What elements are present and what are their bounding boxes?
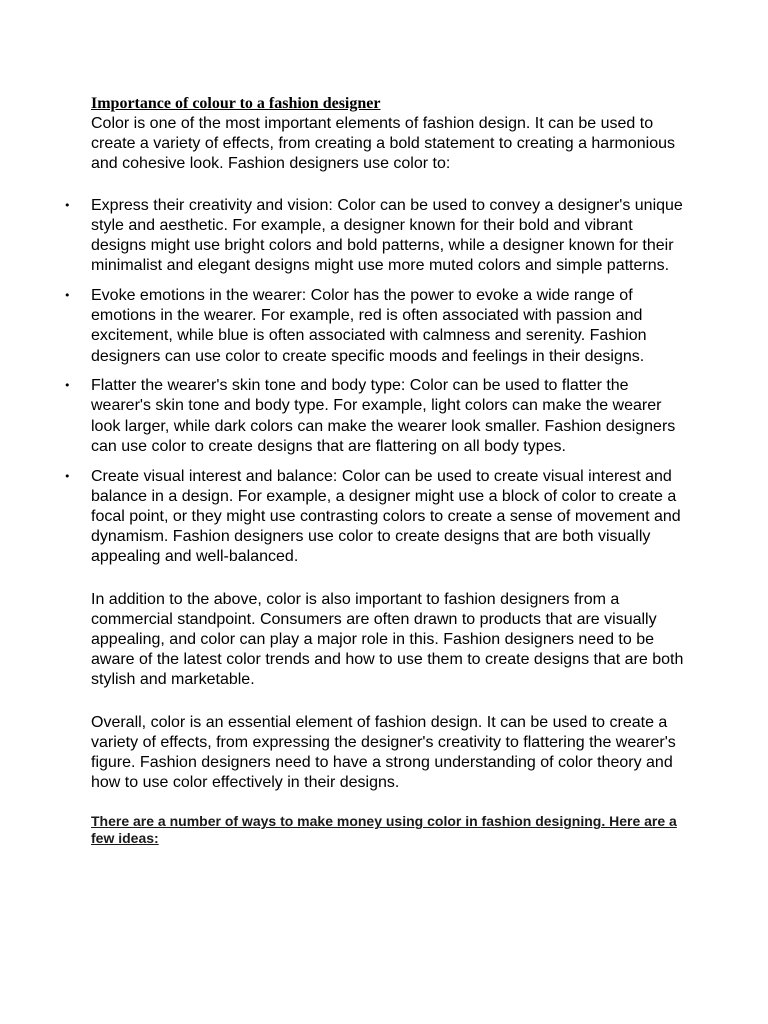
money-ideas-heading: There are a number of ways to make money using color in fashion designing. Here are a few ideas:	[91, 813, 677, 847]
list-item-text: Express their creativity and vision: Color can be used to convey a designer's unique style and aesthetic. For example, a designer known for their bold and vibrant designs might use bright colors and bold patterns, while a designer known for their minimalist and elegant designs might use more muted colors and simple patterns.	[91, 196, 683, 275]
list-item-text: Evoke emotions in the wearer: Color has the power to evoke a wide range of emotions in the wearer. For example, red is often associated with passion and excitement, while blue is often associated with calmness and serenity. Fashion designers can use color to create specific moods and feelings in their designs.	[91, 286, 647, 365]
list-item-text: Create visual interest and balance: Color can be used to create visual interest and balance in a design. For example, a designer might use a block of color to create a focal point, or they might use contrasting colors to create a sense of movement and dynamism. Fashion designers use color to create designs that are both visually appealing and well-balanced.	[91, 467, 681, 566]
list-item	[64, 286, 691, 367]
conclusion-paragraph: Overall, color is an essential element of fashion design. It can be used to create a variety of effects, from expressing the designer's creativity to flattering the wearer's figure. Fashion designers need to have a strong understanding of color theory and how to use color effectively in their designs.	[91, 713, 676, 792]
list-item	[64, 467, 691, 568]
commercial-paragraph: In addition to the above, color is also important to fashion designers from a commercial standpoint. Consumers are often drawn to products that are visually appealing, and color can play a major role in this. Fashion designers need to be aware of the latest color trends and how to use them to create designs that are both stylish and marketable.	[91, 590, 684, 689]
list-item	[64, 376, 691, 457]
list-item-text: Flatter the wearer's skin tone and body type: Color can be used to flatter the wearer's skin tone and body type. For example, light colors can make the wearer look larger, while dark colors can make the wearer look smaller. Fashion designers can use color to create designs that are flattering on all body types.	[91, 377, 676, 455]
bullet-icon: •	[64, 288, 71, 302]
bullet-list	[64, 196, 691, 568]
bullet-icon: •	[64, 379, 71, 393]
document-title: Importance of colour to a fashion designer	[91, 95, 381, 112]
bullet-icon: •	[64, 469, 71, 483]
list-item	[64, 196, 691, 277]
bullet-icon: •	[64, 198, 71, 212]
document-body	[64, 94, 691, 847]
intro-paragraph: Color is one of the most important elements of fashion design. It can be used to create a variety of effects, from creating a bold statement to creating a harmonious and cohesive look. Fashion designers use color to:	[91, 115, 676, 173]
